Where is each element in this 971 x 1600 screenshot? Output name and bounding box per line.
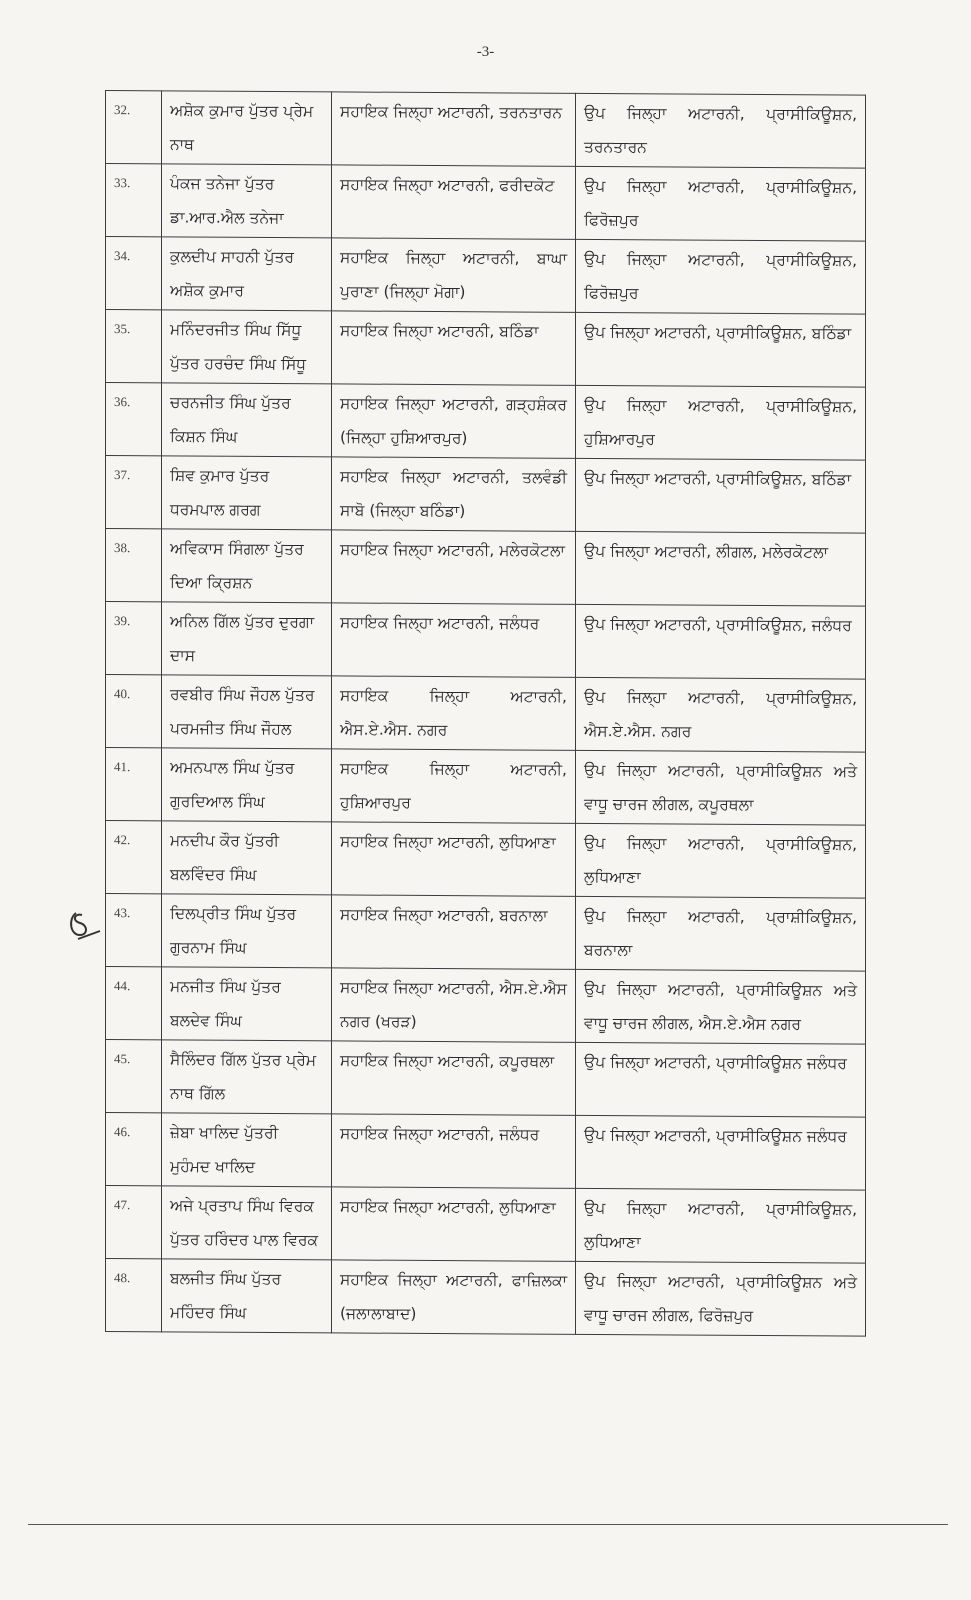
transfer-list-table: [105, 90, 866, 1337]
table-row: [106, 967, 866, 1045]
transfer-list-table-wrapper: [105, 90, 865, 1337]
current-posting-cell: ਸਹਾਇਕ ਜਿਲ੍ਹਾ ਅਟਾਰਨੀ, ਫਾਜ਼ਿਲਕਾ (ਜਲਾਲਾਬਾਦ): [332, 1260, 576, 1334]
officer-name-cell: ਮਨਿੰਦਰਜੀਤ ਸਿੰਘ ਸਿੱਧੂ ਪੁੱਤਰ ਹਰਚੰਦ ਸਿੰਘ ਸਿੱਧੂ: [162, 310, 332, 384]
current-posting-cell: ਸਹਾਇਕ ਜਿਲ੍ਹਾ ਅਟਾਰਨੀ, ਤਰਨਤਾਰਨ: [332, 92, 576, 166]
officer-name-cell: ਸੈਲਿੰਦਰ ਗਿੱਲ ਪੁੱਤਰ ਪ੍ਰੇਮ ਨਾਥ ਗਿੱਲ: [162, 1040, 332, 1114]
current-posting-cell: ਸਹਾਇਕ ਜਿਲ੍ਹਾ ਅਟਾਰਨੀ, ਬਾਘਾ ਪੁਰਾਣਾ (ਜਿਲ੍ਹਾ ਮੋਗਾ): [332, 238, 576, 312]
officer-name-cell: ਚਰਨਜੀਤ ਸਿੰਘ ਪੁੱਤਰ ਕਿਸ਼ਨ ਸਿੰਘ: [162, 383, 332, 457]
transfer-list-body: [106, 91, 866, 1337]
new-posting-cell: ਉਪ ਜਿਲ੍ਹਾ ਅਟਾਰਨੀ, ਪ੍ਰਾਸੀਕਿਊਸ਼ਨ, ਫਿਰੋਜ਼ਪੁਰ: [576, 166, 866, 241]
new-posting-cell: ਉਪ ਜਿਲ੍ਹਾ ਅਟਾਰਨੀ, ਪ੍ਰਾਸੀਕਿਊਸ਼ਨ ਅਤੇ ਵਾਧੂ ਚਾਰਜ ਲੀਗਲ, ਕਪੂਰਥਲਾ: [576, 750, 866, 825]
table-row: [106, 456, 866, 534]
new-posting-cell: ਉਪ ਜਿਲ੍ਹਾ ਅਟਾਰਨੀ, ਪ੍ਰਾਸੀਕਿਊਸ਼ਨ, ਤਰਨਤਾਰਨ: [576, 93, 866, 168]
officer-name-cell: ਅਵਿਕਾਸ ਸਿੰਗਲਾ ਪੁੱਤਰ ਦਿਆ ਕ੍ਰਿਸ਼ਨ: [162, 529, 332, 603]
new-posting-cell: ਉਪ ਜਿਲ੍ਹਾ ਅਟਾਰਨੀ, ਪ੍ਰਾਸ਼ੀਕਿਊਸ਼ਨ, ਬਰਨਾਲਾ: [576, 896, 866, 971]
new-posting-cell: ਉਪ ਜਿਲ੍ਹਾ ਅਟਾਰਨੀ, ਪ੍ਰਾਸੀਕਿਊਸ਼ਨ, ਲੁਧਿਆਣਾ: [576, 823, 866, 898]
current-posting-cell: ਸਹਾਇਕ ਜਿਲ੍ਹਾ ਅਟਾਰਨੀ, ਬਰਨਾਲਾ: [332, 895, 576, 969]
new-posting-cell: ਉਪ ਜਿਲ੍ਹਾ ਅਟਾਰਨੀ, ਪ੍ਰਾਸੀਕਿਊਸ਼ਨ, ਬਠਿੰਡਾ: [576, 458, 866, 533]
table-row: [106, 164, 866, 242]
table-row: [106, 91, 866, 169]
serial-number-cell: 41.: [106, 748, 162, 821]
serial-number-cell: 40.: [106, 675, 162, 748]
new-posting-cell: ਉਪ ਜਿਲ੍ਹਾ ਅਟਾਰਨੀ, ਪ੍ਰਾਸੀਕਿਊਸ਼ਨ, ਬਠਿੰਡਾ: [576, 312, 866, 387]
new-posting-cell: ਉਪ ਜਿਲ੍ਹਾ ਅਟਾਰਨੀ, ਪ੍ਰਾਸੀਕਿਊਸ਼ਨ, ਹੁਸ਼ਿਆਰਪੁਰ: [576, 385, 866, 460]
table-row: [106, 821, 866, 899]
officer-name-cell: ਅਮਨਪਾਲ ਸਿੰਘ ਪੁੱਤਰ ਗੁਰਦਿਆਲ ਸਿੰਘ: [162, 748, 332, 822]
serial-number-cell: 38.: [106, 529, 162, 602]
current-posting-cell: ਸਹਾਇਕ ਜਿਲ੍ਹਾ ਅਟਾਰਨੀ, ਲੁਧਿਆਣਾ: [332, 822, 576, 896]
new-posting-cell: ਉਪ ਜਿਲ੍ਹਾ ਅਟਾਰਨੀ, ਲੀਗਲ, ਮਲੇਰਕੋਟਲਾ: [576, 531, 866, 606]
serial-number-cell: 43.: [106, 894, 162, 967]
serial-number-cell: 47.: [106, 1186, 162, 1259]
current-posting-cell: ਸਹਾਇਕ ਜਿਲ੍ਹਾ ਅਟਾਰਨੀ, ਮਲੇਰਕੋਟਲਾ: [332, 530, 576, 604]
new-posting-cell: ਉਪ ਜਿਲ੍ਹਾ ਅਟਾਰਨੀ, ਪ੍ਰਾਸੀਕਿਊਸ਼ਨ ਜਲੰਧਰ: [576, 1115, 866, 1190]
serial-number-cell: 37.: [106, 456, 162, 529]
current-posting-cell: ਸਹਾਇਕ ਜਿਲ੍ਹਾ ਅਟਾਰਨੀ, ਐਸ.ਏ.ਐਸ. ਨਗਰ: [332, 676, 576, 750]
serial-number-cell: 34.: [106, 237, 162, 310]
table-row: [106, 237, 866, 315]
officer-name-cell: ਜ਼ੇਬਾ ਖਾਲਿਦ ਪੁੱਤਰੀ ਮੁਹੰਮਦ ਖਾਲਿਦ: [162, 1113, 332, 1187]
current-posting-cell: ਸਹਾਇਕ ਜਿਲ੍ਹਾ ਅਟਾਰਨੀ, ਐਸ.ਏ.ਐਸ ਨਗਰ (ਖਰੜ): [332, 968, 576, 1042]
new-posting-cell: ਉਪ ਜਿਲ੍ਹਾ ਅਟਾਰਨੀ, ਪ੍ਰਾਸੀਕਿਊਸ਼ਨ, ਐਸ.ਏ.ਐਸ. ਨਗਰ: [576, 677, 866, 752]
new-posting-cell: ਉਪ ਜਿਲ੍ਹਾ ਅਟਾਰਨੀ, ਪ੍ਰਾਸੀਕਿਊਸ਼ਨ, ਫਿਰੋਜ਼ਪੁਰ: [576, 239, 866, 314]
serial-number-cell: 45.: [106, 1040, 162, 1113]
officer-name-cell: ਅਜੇ ਪ੍ਰਤਾਪ ਸਿੰਘ ਵਿਰਕ ਪੁੱਤਰ ਹਰਿੰਦਰ ਪਾਲ ਵਿਰਕ: [162, 1186, 332, 1260]
new-posting-cell: ਉਪ ਜਿਲ੍ਹਾ ਅਟਾਰਨੀ, ਪ੍ਰਾਸੀਕਿਊਸ਼ਨ, ਲੁਧਿਆਣਾ: [576, 1188, 866, 1263]
officer-name-cell: ਅਨਿਲ ਗਿੱਲ ਪੁੱਤਰ ਦੁਰਗਾ ਦਾਸ: [162, 602, 332, 676]
table-row: [106, 529, 866, 607]
current-posting-cell: ਸਹਾਇਕ ਜਿਲ੍ਹਾ ਅਟਾਰਨੀ, ਲੁਧਿਆਣਾ: [332, 1187, 576, 1261]
current-posting-cell: ਸਹਾਇਕ ਜਿਲ੍ਹਾ ਅਟਾਰਨੀ, ਤਲਵੰਡੀ ਸਾਬੋ (ਜਿਲ੍ਹਾ ਬਠਿੰਡਾ): [332, 457, 576, 531]
serial-number-cell: 46.: [106, 1113, 162, 1186]
current-posting-cell: ਸਹਾਇਕ ਜਿਲ੍ਹਾ ਅਟਾਰਨੀ, ਜਲੰਧਰ: [332, 603, 576, 677]
officer-name-cell: ਪੰਕਜ ਤਨੇਜਾ ਪੁੱਤਰ ਡਾ.ਆਰ.ਐਲ ਤਨੇਜਾ: [162, 164, 332, 238]
officer-name-cell: ਅਸ਼ੋਕ ਕੁਮਾਰ ਪੁੱਤਰ ਪ੍ਰੇਮ ਨਾਥ: [162, 91, 332, 165]
table-row: [106, 602, 866, 680]
officer-name-cell: ਮਨਦੀਪ ਕੌਰ ਪੁੱਤਰੀ ਬਲਵਿੰਦਰ ਸਿੰਘ: [162, 821, 332, 895]
page-number: -3-: [476, 44, 495, 60]
serial-number-cell: 33.: [106, 164, 162, 237]
serial-number-cell: 36.: [106, 383, 162, 456]
page-bottom-rule: [28, 1524, 948, 1525]
table-row: [106, 675, 866, 753]
officer-name-cell: ਮਨਜੀਤ ਸਿੰਘ ਪੁੱਤਰ ਬਲਦੇਵ ਸਿੰਘ: [162, 967, 332, 1041]
serial-number-cell: 39.: [106, 602, 162, 675]
table-row: [106, 1259, 866, 1337]
officer-name-cell: ਬਲਜੀਤ ਸਿੰਘ ਪੁੱਤਰ ਮਹਿੰਦਰ ਸਿੰਘ: [162, 1259, 332, 1333]
new-posting-cell: ਉਪ ਜਿਲ੍ਹਾ ਅਟਾਰਨੀ, ਪ੍ਰਾਸੀਕਿਊਸ਼ਨ ਅਤੇ ਵਾਧੂ ਚਾਰਜ ਲੀਗਲ, ਫਿਰੋਜ਼ਪੁਰ: [576, 1261, 866, 1336]
table-row: [106, 1113, 866, 1191]
current-posting-cell: ਸਹਾਇਕ ਜਿਲ੍ਹਾ ਅਟਾਰਨੀ, ਬਠਿੰਡਾ: [332, 311, 576, 385]
current-posting-cell: ਸਹਾਇਕ ਜਿਲ੍ਹਾ ਅਟਾਰਨੀ, ਜਲੰਧਰ: [332, 1114, 576, 1188]
new-posting-cell: ਉਪ ਜਿਲ੍ਹਾ ਅਟਾਰਨੀ, ਪ੍ਰਾਸੀਕਿਊਸ਼ਨ ਜਲੰਧਰ: [576, 1042, 866, 1117]
table-row: [106, 1186, 866, 1264]
serial-number-cell: 42.: [106, 821, 162, 894]
new-posting-cell: ਉਪ ਜਿਲ੍ਹਾ ਅਟਾਰਨੀ, ਪ੍ਰਾਸੀਕਿਊਸ਼ਨ, ਜਲੰਧਰ: [576, 604, 866, 679]
serial-number-cell: 48.: [106, 1259, 162, 1332]
serial-number-cell: 35.: [106, 310, 162, 383]
current-posting-cell: ਸਹਾਇਕ ਜਿਲ੍ਹਾ ਅਟਾਰਨੀ, ਕਪੂਰਥਲਾ: [332, 1041, 576, 1115]
current-posting-cell: ਸਹਾਇਕ ਜਿਲ੍ਹਾ ਅਟਾਰਨੀ, ਗੜ੍ਹਸ਼ੰਕਰ (ਜਿਲ੍ਹਾ ਹੁਸ਼ਿਆਰਪੁਰ): [332, 384, 576, 458]
officer-name-cell: ਕੁਲਦੀਪ ਸਾਹਨੀ ਪੁੱਤਰ ਅਸ਼ੋਕ ਕੁਮਾਰ: [162, 237, 332, 311]
margin-annotation-mark: [62, 905, 102, 945]
table-row: [106, 1040, 866, 1118]
officer-name-cell: ਦਿਲਪ੍ਰੀਤ ਸਿੰਘ ਪੁੱਤਰ ਗੁਰਨਾਮ ਸਿੰਘ: [162, 894, 332, 968]
new-posting-cell: ਉਪ ਜਿਲ੍ਹਾ ਅਟਾਰਨੀ, ਪ੍ਰਾਸੀਕਿਊਸ਼ਨ ਅਤੇ ਵਾਧੂ ਚਾਰਜ ਲੀਗਲ, ਐਸ.ਏ.ਐਸ ਨਗਰ: [576, 969, 866, 1044]
current-posting-cell: ਸਹਾਇਕ ਜਿਲ੍ਹਾ ਅਟਾਰਨੀ, ਹੁਸ਼ਿਆਰਪੁਰ: [332, 749, 576, 823]
table-row: [106, 748, 866, 826]
table-row: [106, 310, 866, 388]
table-row: [106, 894, 866, 972]
serial-number-cell: 44.: [106, 967, 162, 1040]
serial-number-cell: 32.: [106, 91, 162, 164]
current-posting-cell: ਸਹਾਇਕ ਜਿਲ੍ਹਾ ਅਟਾਰਨੀ, ਫਰੀਦਕੋਟ: [332, 165, 576, 239]
officer-name-cell: ਰਵਬੀਰ ਸਿੰਘ ਜੌਹਲ ਪੁੱਤਰ ਪਰਮਜੀਤ ਸਿੰਘ ਜੌਹਲ: [162, 675, 332, 749]
officer-name-cell: ਸ਼ਿਵ ਕੁਮਾਰ ਪੁੱਤਰ ਧਰਮਪਾਲ ਗਰਗ: [162, 456, 332, 530]
table-row: [106, 383, 866, 461]
